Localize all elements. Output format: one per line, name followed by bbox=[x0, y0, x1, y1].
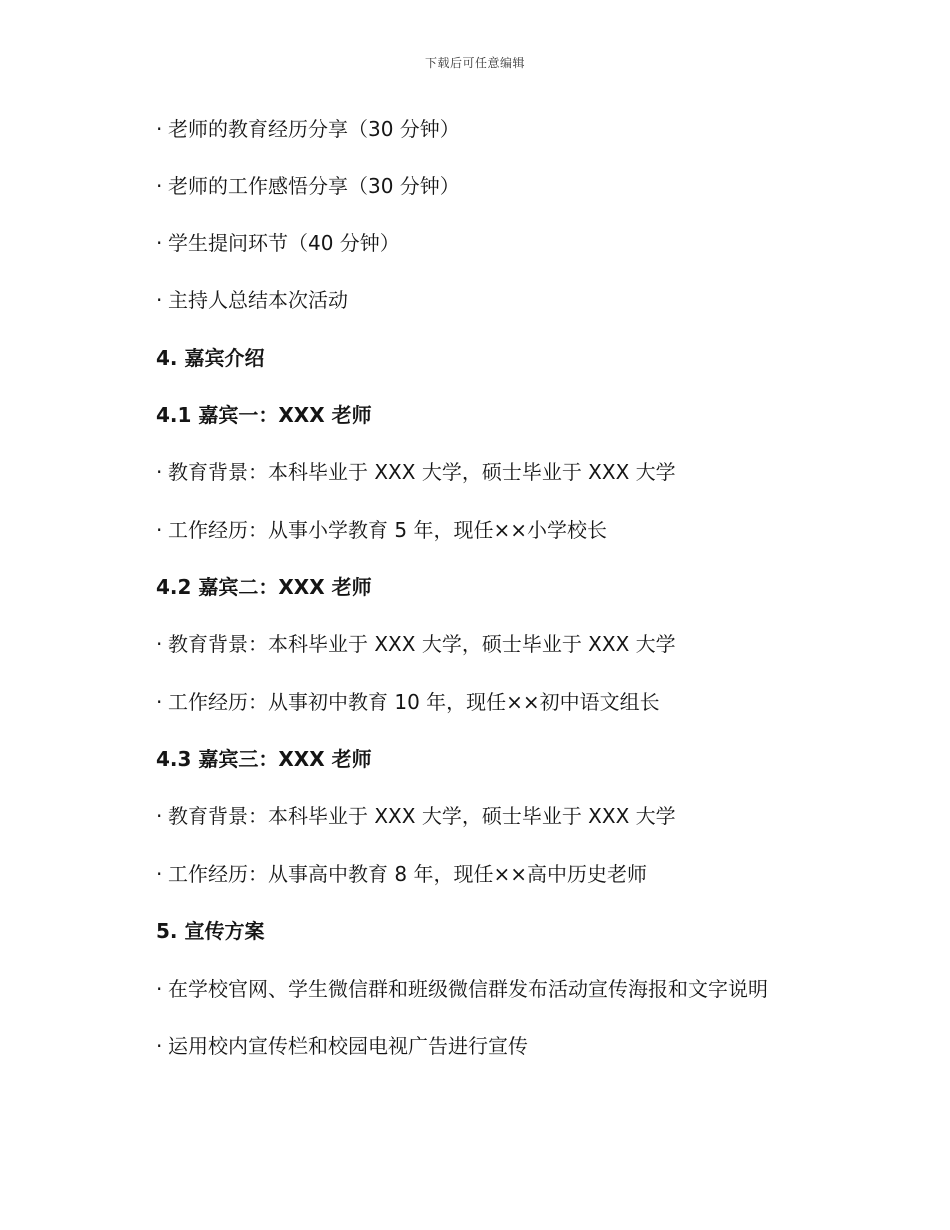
bullet-mark: · bbox=[156, 174, 163, 198]
line-text: 教育背景：本科毕业于 XXX 大学，硕士毕业于 XXX 大学 bbox=[168, 804, 676, 828]
bullet-mark: · bbox=[156, 231, 163, 255]
promotion-item-online bbox=[156, 975, 768, 1003]
subheading-guest-1: 4.1 嘉宾一：XXX 老师 bbox=[156, 403, 372, 427]
bullet-mark: · bbox=[156, 690, 163, 714]
guest-2-experience bbox=[156, 688, 660, 716]
bullet-mark: · bbox=[156, 804, 163, 828]
bullet-mark: · bbox=[156, 288, 163, 312]
line-text: 主持人总结本次活动 bbox=[168, 288, 348, 312]
guest-2-education bbox=[156, 630, 676, 658]
line-text: 老师的工作感悟分享（30 分钟） bbox=[168, 174, 460, 198]
bullet-mark: · bbox=[156, 632, 163, 656]
agenda-item-experience bbox=[156, 115, 460, 143]
bullet-mark: · bbox=[156, 977, 163, 1001]
guest-3-education bbox=[156, 802, 676, 830]
guest-1-education bbox=[156, 458, 676, 486]
agenda-item-qa bbox=[156, 229, 400, 257]
line-text: 老师的教育经历分享（30 分钟） bbox=[168, 117, 460, 141]
line-text: 教育背景：本科毕业于 XXX 大学，硕士毕业于 XXX 大学 bbox=[168, 460, 676, 484]
line-text: 工作经历：从事小学教育 5 年，现任××小学校长 bbox=[168, 518, 607, 542]
agenda-item-summary bbox=[156, 286, 348, 314]
bullet-mark: · bbox=[156, 460, 163, 484]
guest-1-experience bbox=[156, 516, 607, 544]
line-text: 学生提问环节（40 分钟） bbox=[168, 231, 400, 255]
subheading-guest-2: 4.2 嘉宾二：XXX 老师 bbox=[156, 575, 372, 599]
line-text: 运用校内宣传栏和校园电视广告进行宣传 bbox=[168, 1034, 528, 1058]
line-text: 在学校官网、学生微信群和班级微信群发布活动宣传海报和文字说明 bbox=[168, 977, 768, 1001]
bullet-mark: · bbox=[156, 862, 163, 886]
line-text: 教育背景：本科毕业于 XXX 大学，硕士毕业于 XXX 大学 bbox=[168, 632, 676, 656]
bullet-mark: · bbox=[156, 117, 163, 141]
bullet-mark: · bbox=[156, 518, 163, 542]
promotion-item-campus bbox=[156, 1032, 528, 1060]
page-header: 下载后可任意编辑 bbox=[424, 56, 525, 70]
section-heading-promotion: 5. 宣传方案 bbox=[156, 919, 265, 943]
bullet-mark: · bbox=[156, 1034, 163, 1058]
line-text: 工作经历：从事高中教育 8 年，现任××高中历史老师 bbox=[168, 862, 647, 886]
line-text: 工作经历：从事初中教育 10 年，现任××初中语文组长 bbox=[168, 690, 660, 714]
agenda-item-insights bbox=[156, 172, 460, 200]
guest-3-experience bbox=[156, 860, 647, 888]
subheading-guest-3: 4.3 嘉宾三：XXX 老师 bbox=[156, 747, 372, 771]
section-heading-guests: 4. 嘉宾介绍 bbox=[156, 346, 265, 370]
